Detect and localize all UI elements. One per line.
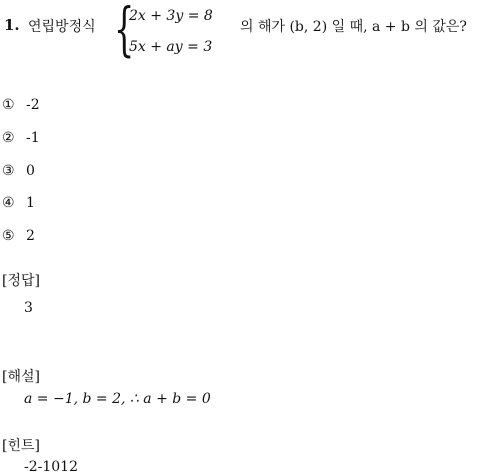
choice-mark: ② <box>2 130 15 146</box>
choice-2[interactable] <box>2 130 40 146</box>
answer-value: 3 <box>24 300 33 316</box>
equation-1: 2x + 3y = 8 <box>129 8 213 24</box>
question-tail: 의 해가 (b, 2) 일 때, a + b 의 값은? <box>240 19 467 35</box>
explanation-text: a = −1, b = 2, ∴ a + b = 0 <box>24 391 211 407</box>
answer-label: [정답] <box>2 273 40 289</box>
choice-text: -2 <box>26 97 40 113</box>
choice-text: 0 <box>26 163 35 179</box>
choice-3[interactable] <box>2 163 35 179</box>
explanation-label: [해설] <box>2 369 40 385</box>
system-brace: { <box>114 0 135 63</box>
choice-1[interactable] <box>2 97 40 113</box>
choice-mark: ③ <box>2 163 15 179</box>
choice-mark: ⑤ <box>2 228 15 244</box>
question-stem: 연립방정식 <box>28 19 96 35</box>
choice-4[interactable] <box>2 195 35 211</box>
choice-text: -1 <box>26 130 40 146</box>
choice-5[interactable] <box>2 228 35 244</box>
choice-text: 2 <box>26 228 35 244</box>
equation-2: 5x + ay = 3 <box>129 39 213 55</box>
hint-text: -2-1012 <box>24 459 78 475</box>
hint-label: [힌트] <box>2 438 40 454</box>
choice-mark: ① <box>2 97 15 113</box>
choice-text: 1 <box>26 195 35 211</box>
question-number: 1. <box>4 16 20 34</box>
choice-mark: ④ <box>2 195 15 211</box>
